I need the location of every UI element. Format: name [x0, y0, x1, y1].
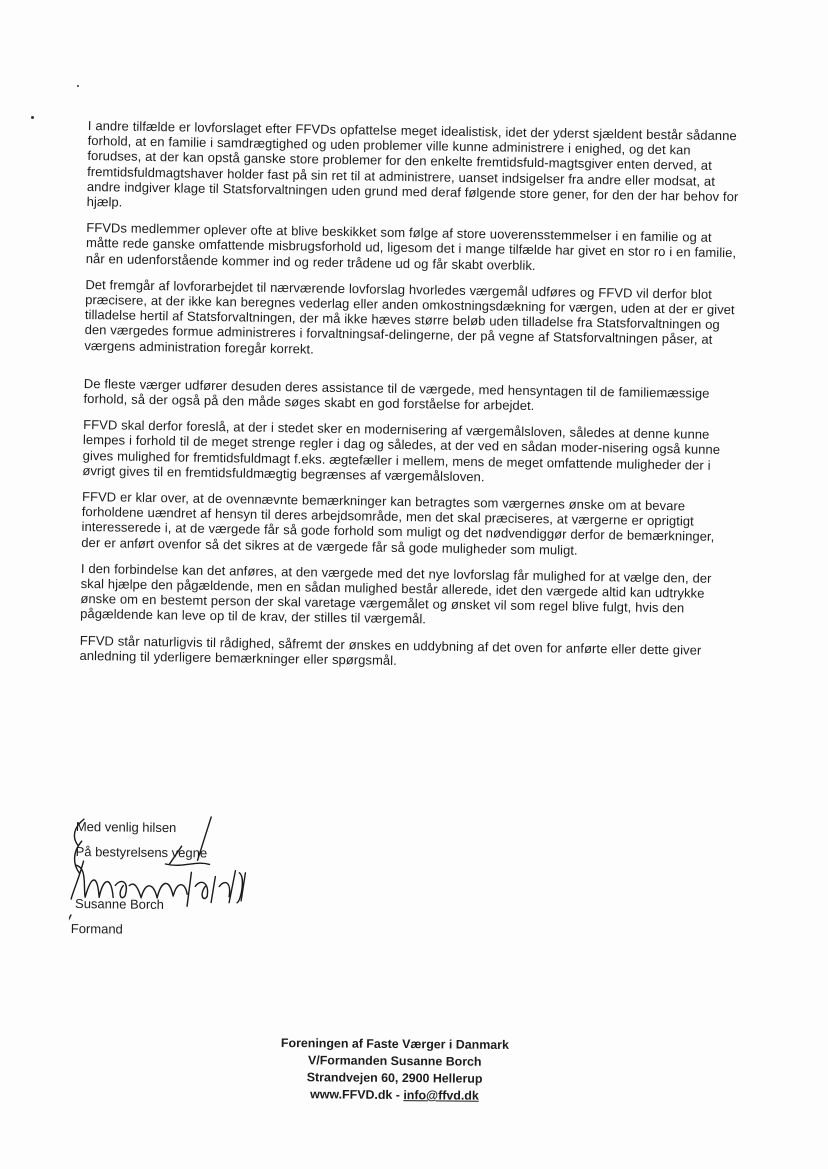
footer-org: Foreningen af Faste Værger i Danmark: [280, 1036, 509, 1052]
paragraph: I den forbindelse kan det anføres, at den værgede med det nye lovforslag får mulighed for at vælge den, der skal hjælpe den pågældende, men en sådan mulighed består allerede, idet den værgede altid kan udtrykke ønske om en bestemt person der skal varetage værgemålet og ønsket vil som regel blive fulgt, hvis den pågældende kan leve op til de krav, der stilles til værgemål.: [80, 560, 712, 627]
footer-web[interactable]: www.FFVD.dk -: [310, 1087, 400, 1103]
paragraph: FFVD er klar over, at de ovennævnte bemærkninger kan betragtes som værgernes ønske om at bevare forholdene uændret af hensyn til deres arbejdsområde, men det skal præciseres, at værgerne er oprigtigt interesserede i, at de værgede får så gode forhold som muligt og det nødvendiggør derfor de bemærkninger, der er anført ovenfor så det sikres at de værgede får så gode muligheder som muligt.: [81, 489, 715, 558]
letter-body: [79, 118, 740, 684]
paragraph: FFVDs medlemmer oplever ofte at blive beskikket som følge af store uoverensstemmelser i en familie og at måtte rede ganske omfattende misbrugsforhold ud, ligesom det i mange tilfælde har givet en stor ro i en familie, når en udenforstående kommer ind og reder trådene ud og får skabt overblik.: [85, 220, 737, 273]
footer-attention: V/Formanden Susanne Borch: [307, 1053, 482, 1069]
on-behalf-line: På bestyrelsens vegne: [75, 844, 208, 861]
greeting: Med venlig hilsen: [75, 819, 177, 836]
paragraph: I andre tilfælde er lovforslaget efter FFVDs opfattelse meget idealistisk, idet der yderst sjældent består sådanne forhold, at en familie i samdrægtighed og uden problemer ville kunne administrere i enighed, og det kan forudses, at der kan opstå ganske store problemer for den enkelte fremtidsfuld-magtsgiver enten derved, at fremtidsfuldmagtshaver holder fast på sin ret til at administrere, uanset indsigelser fra andre eller modsat, at andre indgiver klage til Statsforvaltningen uden grund med deraf følgende store gener, for den der har behov for hjælp.: [86, 118, 739, 210]
footer-address: Strandvejen 60, 2900 Hellerup: [306, 1070, 483, 1086]
paragraph: Det fremgår af lovforarbejdet til nærværende lovforslag hvorledes værgemål udføres og FFVD vil derfor blot præcisere, at der ikke kan beregnes vederlag eller anden omkostningsdækning for værgen, uden at der er givet tilladelse hertil af Statsforvaltningen, der må ikke hæves større beløb uden tilladelse fra Statsforvaltningen og den værgedes formue administreres i forvaltningsaf-delingerne, der på vegne af Statsforvaltningen påser, at værgens administration foregår korrekt.: [84, 276, 735, 357]
closing-block: [69, 815, 330, 948]
signer-name: Susanne Borch: [74, 896, 165, 912]
footer-contact: [269, 1086, 519, 1105]
paragraph: FFVD skal derfor foreslå, at der i stedet sker en modernisering af værgemålsloven, således at denne kunne lempes i forhold til de meget strenge regler i dag og således, at der ved en sådan moder-nisering også kunne gives mulighed for fremtidsfuldmagt f.eks. ægtefæller i mellem, mens de meget omfattende muligheder der i øvrigt gives til en fremtidsfuldmægtig begrænses af værgemålsloven.: [82, 417, 721, 485]
paragraph: De fleste værger udfører desuden deres assistance til de værgede, med hensyntagen til de familiemæssige forhold, så der også på den måde søges skabt en god forståelse for arbejdet.: [83, 375, 710, 414]
signer-role: Formand: [70, 921, 123, 937]
footer-email-link[interactable]: info@ffvd.dk: [403, 1088, 479, 1103]
letterhead-footer: [269, 1035, 520, 1105]
scan-speck: [31, 116, 34, 119]
scan-speck: [77, 85, 79, 87]
paragraph: FFVD står naturligvis til rådighed, såfremt der ønskes en uddybning af det oven for anførte eller dette giver anledning til yderligere bemærkninger eller spørgsmål.: [79, 632, 702, 668]
